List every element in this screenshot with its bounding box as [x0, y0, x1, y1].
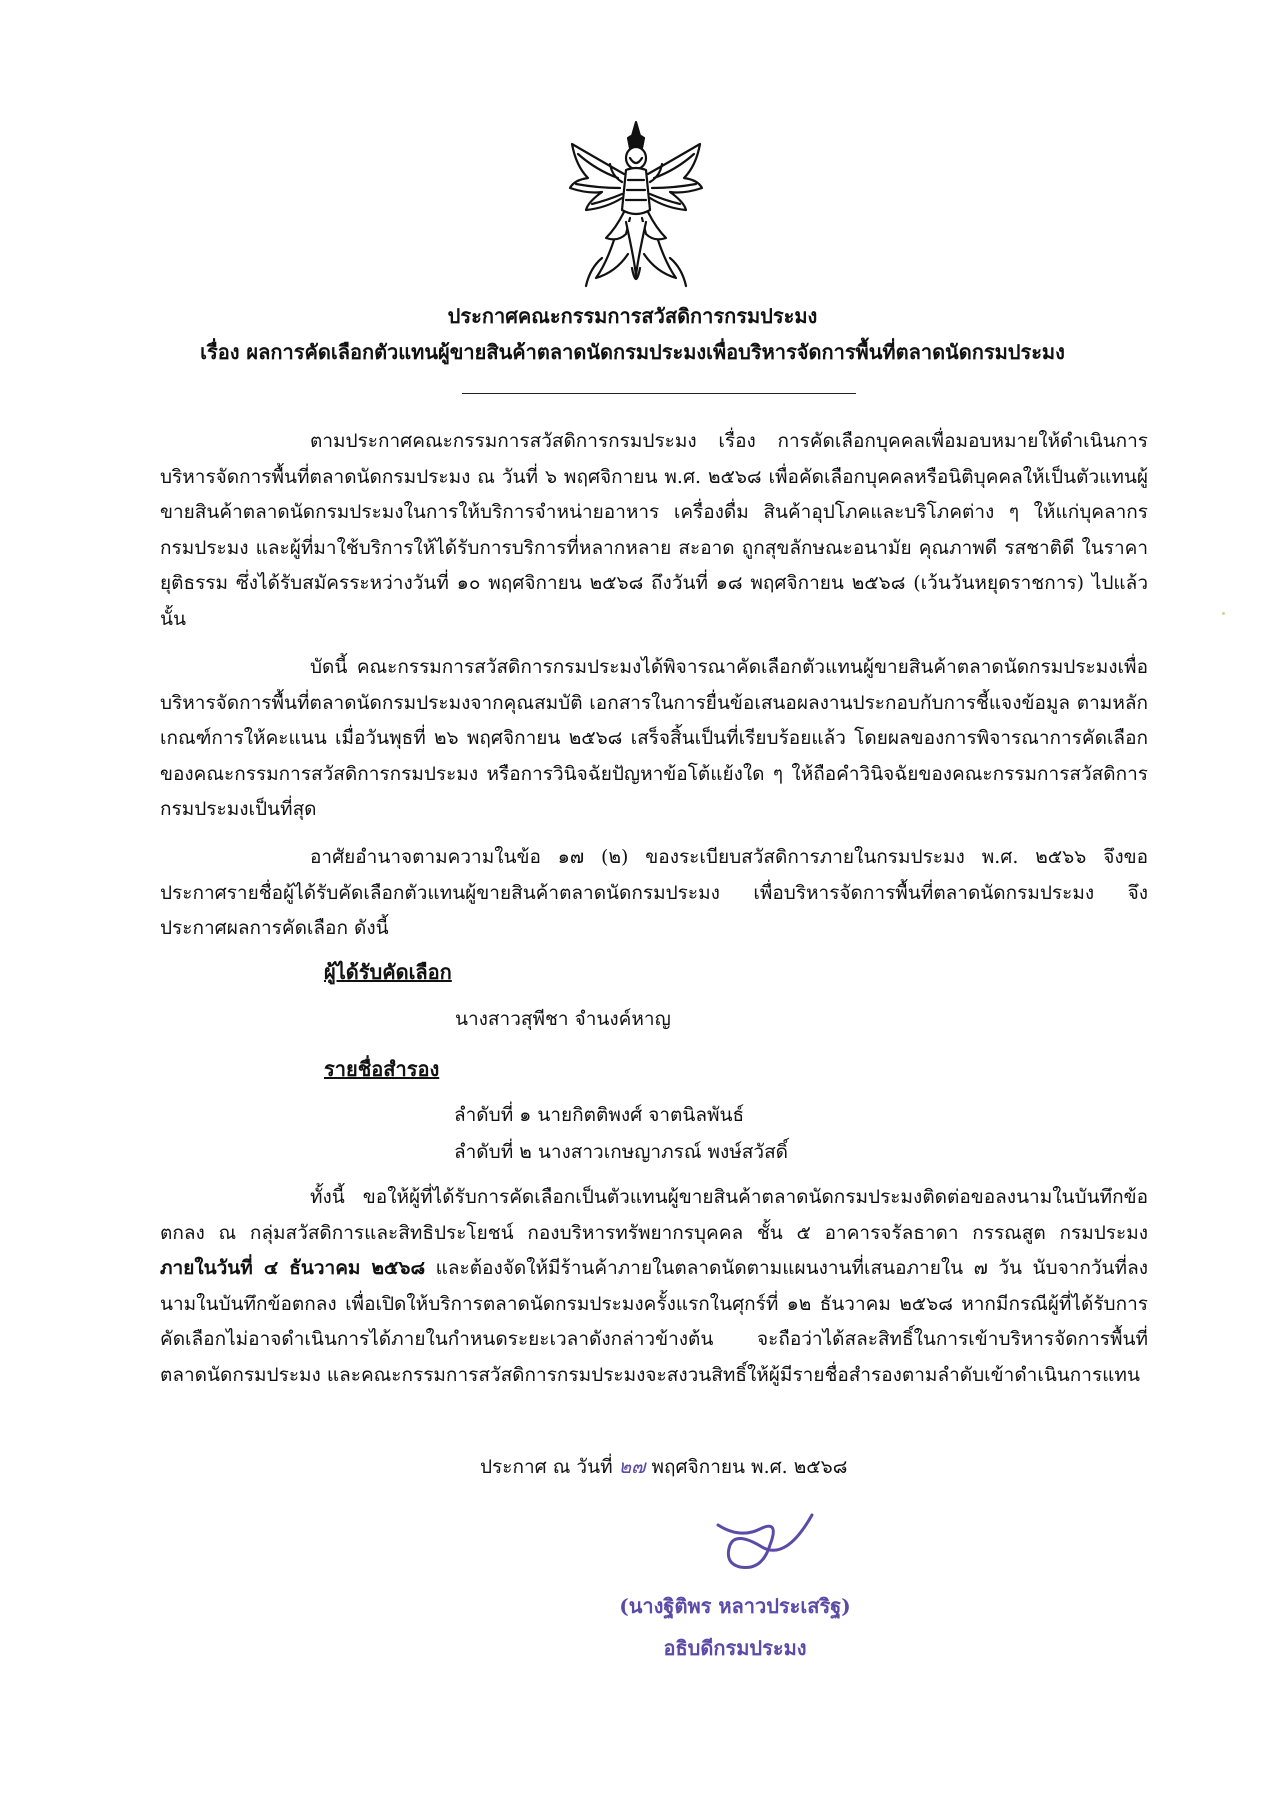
paragraph-3: อาศัยอำนาจตามความในข้อ ๑๗ (๒) ของระเบียบสวัสดิการภายในกรมประมง พ.ศ. ๒๕๖๖ จึงขอประกาศรายชื่อผู้ได้รับคัดเลือกตัวแทนผู้ขายสินค้าตลาดนัดกรมประมง เพื่อบริหารจัดการพื้นที่ตลาดนัดกรมประมง จึงประกาศผลการคัดเลือก ดังนี้ — [160, 846, 1148, 939]
garuda-emblem-icon — [566, 118, 706, 296]
paper-speck — [1222, 612, 1225, 615]
reserve-item-2: ลำดับที่ ๒ นางสาวเกษญาภรณ์ พงษ์สวัสดิ์ — [454, 1141, 789, 1163]
announcement-subject: เรื่อง ผลการคัดเลือกตัวแทนผู้ขายสินค้าตลาดนัดกรมประมงเพื่อบริหารจัดการพื้นที่ตลาดนัดกรมประมง — [200, 340, 1065, 364]
announcement-title: ประกาศคณะกรรมการสวัสดิการกรมประมง — [447, 304, 818, 328]
reserve-item-1: ลำดับที่ ๑ นายกิตติพงศ์ จาตนิลพันธ์ — [454, 1104, 745, 1126]
signature-icon — [700, 1505, 820, 1585]
reserve-heading: รายชื่อสำรอง — [324, 1057, 440, 1081]
deadline-text: ภายในวันที่ ๔ ธันวาคม ๒๕๖๘ — [160, 1257, 426, 1279]
signer-name: (นางฐิติพร หลาวประเสริฐ) — [619, 1594, 851, 1618]
signer-title: อธิบดีกรมประมง — [663, 1636, 807, 1660]
selected-name: นางสาวสุพีชา จำนงค์หาญ — [455, 1008, 671, 1030]
announce-day: ๒๗ — [618, 1456, 646, 1478]
header-divider — [462, 393, 856, 394]
announce-date: ประกาศ ณ วันที่ ๒๗ พฤศจิกายน พ.ศ. ๒๕๖๘ — [480, 1456, 848, 1478]
paragraph-2: บัดนี้ คณะกรรมการสวัสดิการกรมประมงได้พิจารณาคัดเลือกตัวแทนผู้ขายสินค้าตลาดนัดกรมประมงเพื่อบริหารจัดการพื้นที่ตลาดนัดกรมประมงจากคุณสมบัติ เอกสารในการยื่นข้อเสนอผลงานประกอบกับการชี้แจงข้อมูล ตามหลักเกณฑ์การให้คะแนน เมื่อวันพุธที่ ๒๖ พฤศจิกายน ๒๕๖๘ เสร็จสิ้นเป็นที่เรียบร้อยแล้ว โดยผลของการพิจารณาการคัดเลือกของคณะกรรมการสวัสดิการกรมประมง หรือการวินิจฉัยปัญหาข้อโต้แย้งใด ๆ ให้ถือคำวินิจฉัยของคณะกรรมการสวัสดิการกรมประมงเป็นที่สุด — [160, 656, 1148, 820]
paragraph-4: ทั้งนี้ ขอให้ผู้ที่ได้รับการคัดเลือกเป็นตัวแทนผู้ขายสินค้าตลาดนัดกรมประมงติดต่อขอลงนามในบันทึกข้อตกลง ณ กลุ่มสวัสดิการและสิทธิประโยชน์ กองบริหารทรัพยากรบุคคล ชั้น ๕ อาคารจรัลธาดา กรรณสูต กรมประมง ภายในวันที่ ๔ ธันวาคม ๒๕๖๘ และต้องจัดให้มีร้านค้าภายในตลาดนัดตามแผนงานที่เสนอภายใน ๗ วัน นับจากวันที่ลงนามในบันทึกข้อตกลง เพื่อเปิดให้บริการตลาดนัดกรมประมงครั้งแรกในศุกร์ที่ ๑๒ ธันวาคม ๒๕๖๘ หากมีกรณีผู้ที่ได้รับการคัดเลือกไม่อาจดำเนินการได้ภายในกำหนดระยะเวลาดังกล่าวข้างต้น จะถือว่าได้สละสิทธิ์ในการเข้าบริหารจัดการพื้นที่ตลาดนัดกรมประมง และคณะกรรมการสวัสดิการกรมประมงจะสงวนสิทธิ์ให้ผู้มีรายชื่อสำรองตามลำดับเข้าดำเนินการแทน — [160, 1186, 1148, 1386]
paragraph-1: ตามประกาศคณะกรรมการสวัสดิการกรมประมง เรื่อง การคัดเลือกบุคคลเพื่อมอบหมายให้ดำเนินการบริหารจัดการพื้นที่ตลาดนัดกรมประมง ณ วันที่ ๖ พฤศจิกายน พ.ศ. ๒๕๖๘ เพื่อคัดเลือกบุคคลหรือนิติบุคคลให้เป็นตัวแทนผู้ขายสินค้าตลาดนัดกรมประมงในการให้บริการจำหน่ายอาหาร เครื่องดื่ม สินค้าอุปโภคและบริโภคต่าง ๆ ให้แก่บุคลากรกรมประมง และผู้ที่มาใช้บริการให้ได้รับการบริการที่หลากหลาย สะอาด ถูกสุขลักษณะอนามัย คุณภาพดี รสชาติดี ในราคายุติธรรม ซึ่งได้รับสมัครระหว่างวันที่ ๑๐ พฤศจิกายน ๒๕๖๘ ถึงวันที่ ๑๘ พฤศจิกายน ๒๕๖๘ (เว้นวันหยุดราชการ) ไปแล้ว นั้น — [160, 430, 1148, 630]
selected-heading: ผู้ได้รับคัดเลือก — [324, 960, 452, 984]
